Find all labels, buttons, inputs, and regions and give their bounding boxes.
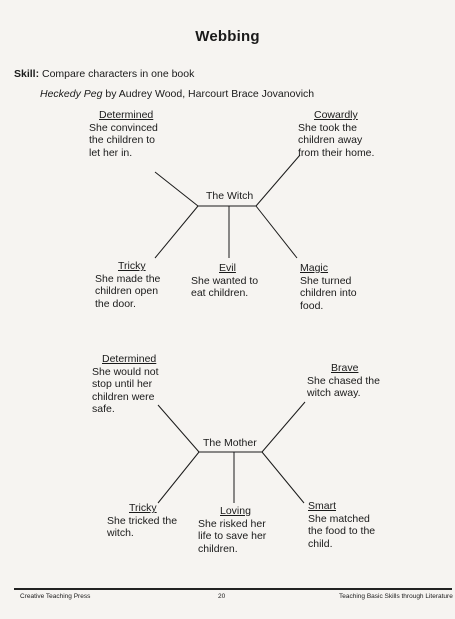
web2-line-bottom-right [262, 452, 304, 503]
trait-description: She risked her life to save her children. [198, 517, 267, 555]
trait-description: She chased the witch away. [307, 374, 380, 400]
trait-description: She tricked the witch. [107, 514, 178, 540]
book-title: Heckedy Peg [40, 88, 103, 100]
trait-word: Evil [219, 262, 236, 274]
web1-line-top-right [256, 155, 300, 206]
web2-trait-smart [308, 500, 375, 550]
web1-trait-cowardly [298, 109, 374, 159]
web2-trait-brave [307, 362, 380, 400]
web1-line-bottom-left [155, 206, 198, 258]
trait-word: Brave [331, 362, 359, 374]
trait-description: She made the children open the door. [95, 272, 161, 310]
page-title: Webbing [195, 28, 260, 45]
footer-book-title: Teaching Basic Skills through Literature [339, 593, 453, 600]
trait-word: Tricky [118, 260, 146, 272]
footer-publisher: Creative Teaching Press [20, 593, 91, 600]
skill-label: Skill: [14, 68, 40, 80]
trait-word: Smart [308, 500, 337, 512]
trait-description: She turned children into food. [300, 274, 357, 312]
trait-word: Cowardly [314, 109, 358, 121]
web1-line-bottom-right [256, 206, 297, 258]
book-author: by Audrey Wood, Harcourt Brace Jovanovich [102, 88, 315, 100]
trait-description: She took the children away from their home. [298, 121, 375, 159]
web1-center-label: The Witch [206, 190, 254, 202]
footer-page-number: 20 [218, 593, 226, 600]
trait-word: Determined [99, 109, 154, 121]
trait-description: She would not stop until her children were safe. [92, 365, 159, 416]
web1-trait-evil [191, 262, 258, 300]
trait-description: She wanted to eat children. [191, 274, 259, 300]
trait-word: Loving [220, 505, 251, 517]
web2-line-bottom-left [158, 452, 199, 503]
trait-word: Tricky [129, 502, 157, 514]
trait-word: Magic [300, 262, 329, 274]
web2-line-top-right [262, 402, 305, 452]
web2-center-label: The Mother [203, 437, 257, 449]
web1-line-top-left [155, 172, 198, 206]
trait-description: She matched the food to the child. [308, 512, 376, 550]
trait-word: Determined [102, 353, 157, 365]
web1-trait-tricky [95, 260, 160, 310]
web2-trait-determined [92, 353, 159, 416]
skill-text: Compare characters in one book [39, 68, 195, 80]
web1-trait-determined [89, 109, 158, 159]
web1-trait-magic [300, 262, 357, 312]
trait-description: She convinced the children to let her in. [89, 121, 158, 159]
web2-trait-loving [198, 505, 266, 555]
web2-line-top-left [158, 405, 199, 452]
web2-trait-tricky [107, 502, 177, 540]
footer-rule [14, 588, 452, 590]
